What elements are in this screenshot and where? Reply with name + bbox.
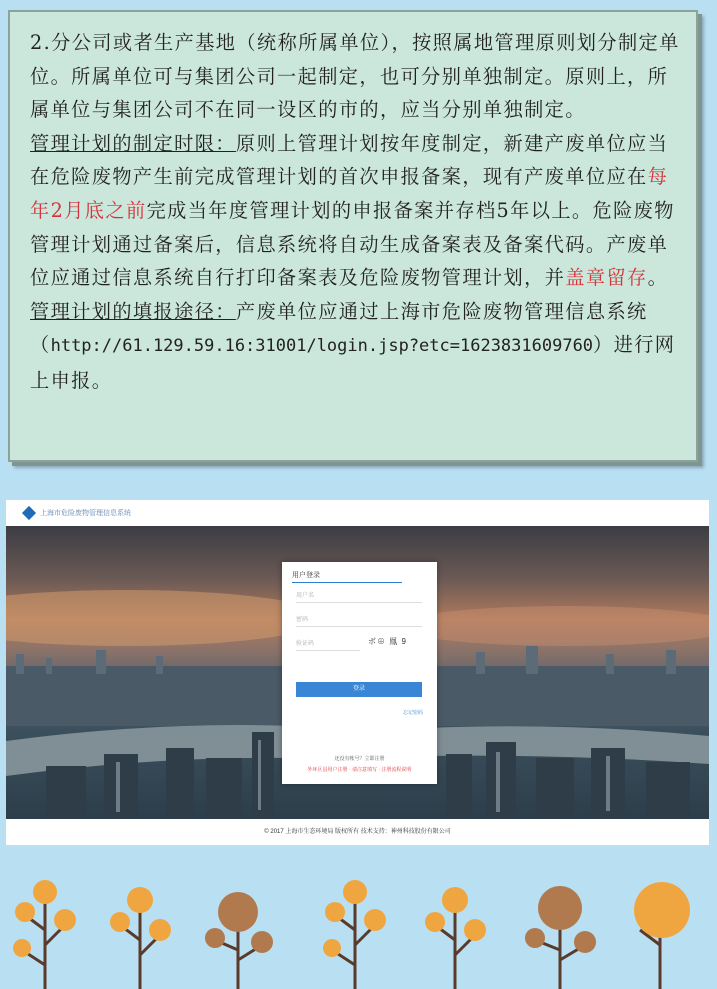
route-label: 管理计划的填报途径： bbox=[30, 299, 236, 323]
site-footer: © 2017 上海市生态环境局 版权所有 技术支持：神州科技股份有限公司 bbox=[6, 819, 709, 845]
paragraph-route bbox=[30, 295, 682, 398]
city-skyline-background bbox=[6, 526, 709, 819]
site-logo-icon bbox=[22, 506, 36, 520]
login-panel bbox=[282, 562, 437, 784]
timelimit-end: 。 bbox=[647, 266, 669, 290]
timelimit-label: 管理计划的制定时限： bbox=[30, 131, 236, 155]
seal-highlight: 盖章留存 bbox=[565, 266, 648, 290]
login-page-screenshot bbox=[6, 500, 709, 845]
paragraph-timelimit bbox=[30, 127, 682, 295]
decorative-trees bbox=[0, 870, 717, 989]
title-underline bbox=[292, 582, 402, 583]
site-name: 上海市危险废物管理信息系统 bbox=[40, 510, 131, 517]
forgot-password-link[interactable]: 忘记密码 bbox=[402, 710, 423, 716]
text-box bbox=[8, 10, 698, 462]
password-field[interactable] bbox=[296, 608, 422, 627]
captcha-image[interactable]: ボ⊕ 鳯 9 bbox=[368, 637, 407, 646]
login-button[interactable]: 登录 bbox=[296, 682, 422, 697]
timelimit-text-a: 原则上管理计划按年度制定，新建产废单位应当在危险废物产生前完成管理计划的首次申报备案，现有产废单位应在 bbox=[30, 131, 669, 189]
tree-leaves-brown bbox=[205, 886, 596, 953]
register-notice[interactable]: 外环区县用户注册 · 请注意填写 · 注册流程说明 bbox=[307, 767, 412, 773]
password-placeholder: 密码 bbox=[296, 617, 309, 623]
deadline-highlight: 每年2月底之前 bbox=[30, 165, 669, 222]
timelimit-text-b: 完成当年度管理计划的申报备案并存档5年以上。危险废物管理计划通过备案后，信息系统将自动生成备案表及备案代码。产废单位应通过信息系统自行打印备案表及危险废物管理计划，并 bbox=[30, 198, 675, 290]
system-url[interactable]: http://61.129.59.16:31001/login.jsp?etc=1623831609760 bbox=[50, 336, 594, 357]
paragraph-1: 2.分公司或者生产基地（统称所属单位），按照属地管理原则划分制定单位。所属单位可与集团公司一起制定，也可分别单独制定。原则上，所属单位与集团公司不在同一设区的市的，应当分别单独制定。 bbox=[30, 31, 680, 122]
register-link[interactable]: 还没有帐号？立即注册 bbox=[334, 756, 385, 762]
username-placeholder: 用户名 bbox=[296, 593, 315, 599]
login-title: 用户登录 bbox=[292, 572, 320, 579]
captcha-field[interactable] bbox=[296, 632, 360, 651]
captcha-placeholder: 验证码 bbox=[296, 641, 315, 647]
username-field[interactable] bbox=[296, 584, 422, 603]
route-text-a: 产废单位应通过上海市危险废物管理信息系统（ bbox=[30, 299, 648, 357]
site-header bbox=[6, 500, 709, 526]
route-text-b: ）进行网上申报。 bbox=[30, 333, 676, 392]
